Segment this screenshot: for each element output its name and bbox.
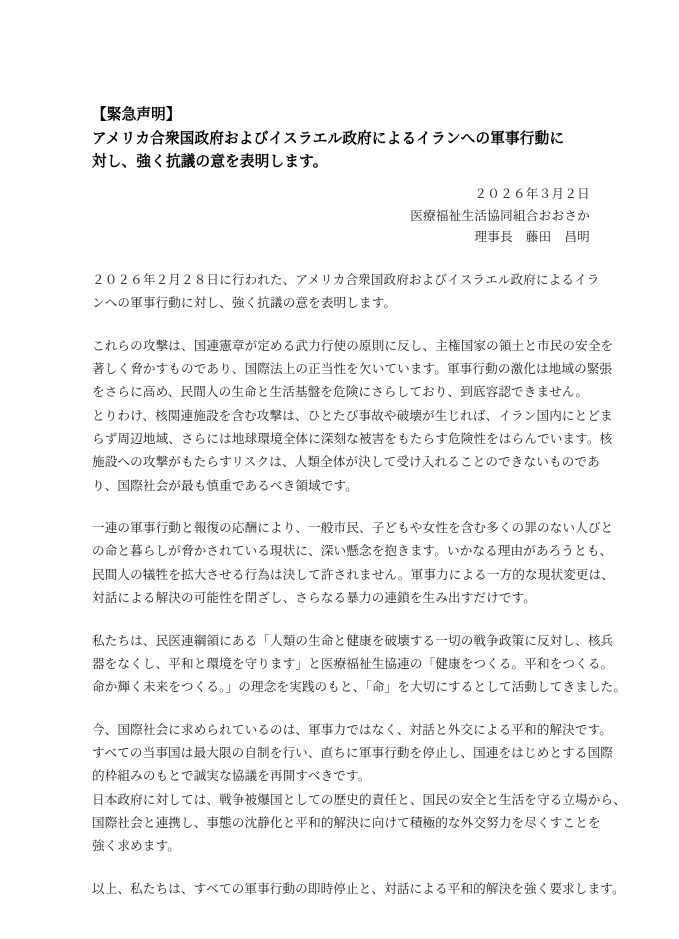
representative-name: 理事長 藤田 昌明	[474, 230, 590, 245]
paragraph-line: 命か輝く未来をつくる。」の理念を実践のもと、「命」を大切にするとして活動してきました。	[92, 680, 627, 695]
organization-name: 医療福祉生活協同組合おおさか	[410, 208, 590, 223]
title-line-1: 【緊急声明】	[92, 107, 181, 123]
paragraph-line: 今、国際社会に求められているのは、軍事力ではなく、対話と外交による平和的解決です。	[92, 722, 613, 737]
paragraph-line: 著しく脅かすものであり、国際法上の正当性を欠いています。軍事行動の激化は地域の緊張	[92, 361, 613, 376]
paragraph-line: 一連の軍事行動と報復の応酬により、一般市民、子どもや女性を含む多くの罪のない人びと	[92, 521, 614, 536]
paragraph-line: 私たちは、民医連綱領にある「人類の生命と健康を破壊する一切の戦争政策に反対し、核兵	[92, 633, 614, 648]
paragraph-line: 対話による解決の可能性を閉ざし、さらなる暴力の連鎖を生み出すだけです。	[92, 591, 536, 606]
paragraph-line: の命と暮らしが脅かされている現状に、深い懸念を抱きます。いかなる理由があろうとも、	[92, 544, 613, 559]
statement-date: ２０２６年３月２日	[474, 186, 590, 201]
document-body	[92, 269, 627, 901]
signature-block	[92, 184, 590, 249]
para-demands	[92, 719, 626, 859]
paragraph-line: 以上、私たちは、すべての軍事行動の即時停止と、対話による平和的解決を強く要求します。	[92, 881, 625, 896]
paragraph-line: ２０２６年２月２８日に行われた、アメリカ合衆国政府およびイスラエル政府によるイラ	[92, 272, 600, 287]
page-title	[92, 104, 590, 175]
paragraph-line: 強く求めます。	[92, 839, 180, 854]
paragraph-line: 国際社会と連携し、事態の沈静化と平和的解決に向けて積極的な外交努力を尽くすことを	[92, 816, 601, 831]
title-line-2: アメリカ合衆国政府およびイスラエル政府によるイランへの軍事行動に	[92, 130, 565, 147]
paragraph-line: これらの攻撃は、国連憲章が定める武力行使の原則に反し、主権国家の領土と市民の安全を	[92, 338, 614, 353]
paragraph-line: すべての当事国は最大限の自制を行い、直ちに軍事行動を停止し、国連をはじめとする国際	[92, 746, 614, 760]
paragraph-line: ンへの軍事行動に対し、強く抗議の意を表明します。	[92, 296, 397, 311]
paragraph-line: らず周辺地域、さらには地球環境全体に深刻な被害をもたらす危険性をはらんでいます。核	[92, 432, 613, 447]
para-opening	[92, 269, 600, 316]
title-line-3: 対し、強く抗議の意を表明します。	[92, 154, 328, 171]
para-civilians	[92, 517, 615, 610]
paragraph-line: 器をなくし、平和と環境を守ります」と医療福祉生協連の「健康をつくる。平和をつくる。	[92, 656, 614, 671]
paragraph-line: り、国際社会が最も慎重であるべき領域です。	[92, 478, 358, 493]
paragraph-line: 施設への攻撃がもたらすリスクは、人類全体が決して受け入れることのできないものであ	[92, 455, 600, 470]
para-conclusion	[92, 878, 625, 901]
paragraph-line: とりわけ、核関連施設を含む攻撃は、ひとたび事故や破壊が生じれば、イラン国内にとどま	[92, 408, 613, 423]
para-illegality	[92, 335, 614, 499]
paragraph-line: 民間人の犠牲を拡大させる行為は決して許されません。軍事力による一方的な現状変更は、	[92, 567, 615, 582]
para-principles	[92, 630, 627, 700]
paragraph-line: をさらに高め、民間人の生命と生活基盤を危険にさらしており、到底容認できません。	[92, 385, 589, 400]
paragraph-line: 的枠組みのもとで誠実な協議を再開すべきです。	[92, 769, 371, 784]
paragraph-line: 日本政府に対しては、戦争被爆国としての歴史的責任と、国民の安全と生活を守る立場から、	[92, 792, 626, 807]
